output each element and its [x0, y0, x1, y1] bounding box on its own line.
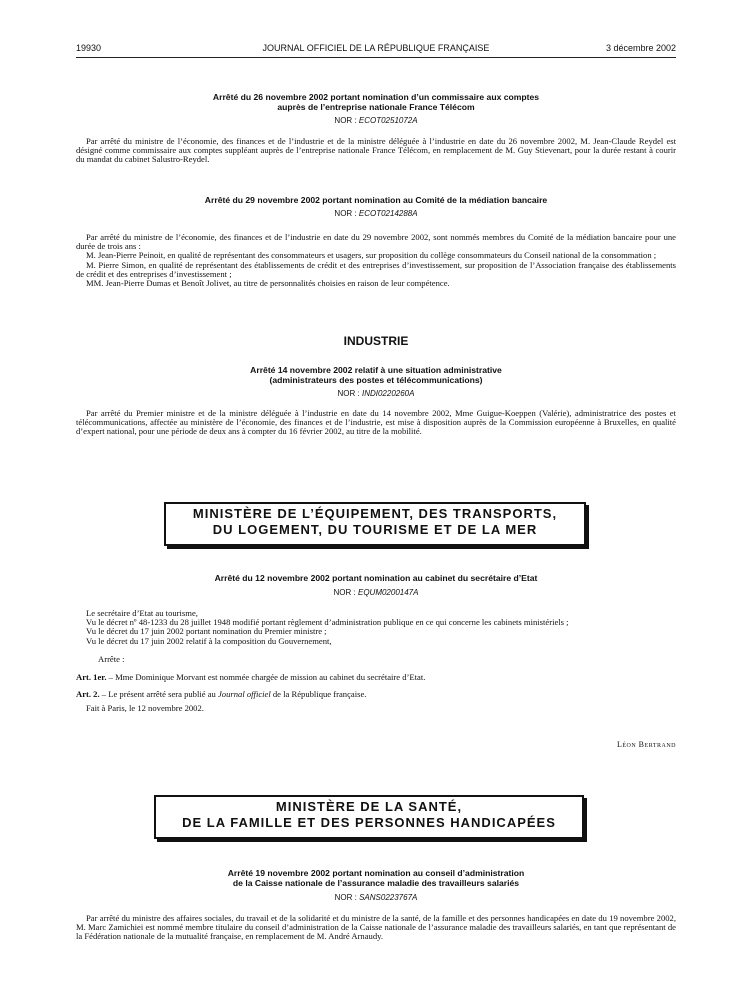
- nor-label: NOR :: [334, 209, 359, 218]
- arrete4-nor: [76, 588, 676, 598]
- page-number: 19930: [76, 43, 102, 53]
- arrete3-paragraph: Par arrêté du Premier ministre et de la ministre déléguée à l’industrie en date du 14 novembre 2002, Mme Guigue-Koeppen (Valérie), administratrice des postes et télécommunications, affectée au ministère de l’économie, des finances et de l’industrie, est mise à disposition auprès de la Commission européenne à Bruxelles, en qualité d’expert national, pour une période de deux ans à compter du 16 février 2002, au titre de la mobilité.: [76, 408, 676, 437]
- arrete3-body: [76, 409, 676, 437]
- arrete3-title: [76, 365, 676, 385]
- arrete1-title: [76, 92, 676, 112]
- arrete4-article-1: [76, 673, 676, 682]
- arrete4-line: Vu le décret du 17 juin 2002 relatif à la composition du Gouvernement,: [86, 635, 332, 646]
- arrete4-fait: Fait à Paris, le 12 novembre 2002.: [86, 703, 204, 714]
- ministry-box-equipement: [164, 502, 586, 546]
- arrete4-line: Vu le décret nº 48-1233 du 28 juillet 1948 modifié portant règlement d’administration publique en ce qui concerne les cabinets ministériels ;: [86, 617, 569, 628]
- arrete2-paragraph: M. Pierre Simon, en qualité de représentant des établissements de crédit et des entreprises d’investissement, sur proposition de l’Association française des établissements de crédit et des entreprises d’investissement ;: [76, 259, 676, 279]
- ministry-box-line2: DU LOGEMENT, DU TOURISME ET DE LA MER: [212, 522, 538, 537]
- arrete5-title: [76, 868, 676, 888]
- nor-label: NOR :: [333, 588, 358, 597]
- arrete1-body: [76, 137, 676, 165]
- arrete3-title-line2: (administrateurs des postes et télécommunications): [269, 375, 483, 385]
- issue-date: 3 décembre 2002: [605, 43, 676, 53]
- ministry-box-line2: DE LA FAMILLE ET DES PERSONNES HANDICAPÉES: [182, 815, 556, 830]
- arrete2-paragraph: MM. Jean-Pierre Dumas et Benoît Jolivet, au titre de personnalités choisies en raison de leur compétence.: [86, 278, 450, 289]
- article-label: Art. 1er.: [76, 672, 107, 683]
- nor-code: SANS0223767A: [359, 893, 418, 902]
- article-text: – Mme Dominique Morvant est nommée chargée de mission au cabinet du secrétaire d’Etat.: [106, 672, 426, 683]
- nor-code: ECOT0251072A: [358, 116, 418, 125]
- arrete4-title: Arrêté du 12 novembre 2002 portant nomination au cabinet du secrétaire d’Etat: [214, 573, 538, 583]
- journal-title: JOURNAL OFFICIEL DE LA RÉPUBLIQUE FRANÇAISE: [262, 43, 490, 53]
- arrete2-body: [76, 233, 676, 288]
- nor-label: NOR :: [334, 893, 360, 902]
- arrete4-line: Vu le décret du 17 juin 2002 portant nomination du Premier ministre ;: [86, 626, 327, 637]
- arrete4-line: Le secrétaire d’Etat au tourisme,: [86, 608, 198, 618]
- nor-code: EQUM0200147A: [357, 588, 419, 597]
- arrete1-title-line2: auprès de l’entreprise nationale France Télécom: [277, 102, 475, 112]
- arrete4-article-2: [76, 690, 676, 699]
- arrete1-title-line1: Arrêté du 26 novembre 2002 portant nomination d’un commissaire aux comptes: [212, 92, 540, 102]
- arrete5-body: [76, 914, 676, 942]
- nor-label: NOR :: [334, 116, 359, 125]
- header-rule: [76, 57, 676, 58]
- ministry-box-line1: MINISTÈRE DE LA SANTÉ,: [275, 799, 463, 814]
- arrete1-nor: [76, 116, 676, 126]
- ministry-box-line1: MINISTÈRE DE L’ÉQUIPEMENT, DES TRANSPORTS,: [192, 506, 558, 521]
- arrete4-arrete: Arrête :: [98, 653, 125, 664]
- arrete5-title-line1: Arrêté 19 novembre 2002 portant nomination au conseil d’administration: [227, 868, 525, 878]
- article-text: – Le présent arrêté sera publié au: [99, 689, 218, 700]
- arrete5-paragraph: Par arrêté du ministre des affaires sociales, du travail et de la solidarité et du ministre de la santé, de la famille et des personnes handicapées en date du 19 novembre 2002, M. Marc Zamichiei est nommé membre titulaire du conseil d’administration de la Caisse nationale de l’assurance maladie des travailleurs salariés, en tant que représentant de la Fédération nationale de la mutualité française, en remplacement de M. André Arnaudy.: [76, 913, 676, 942]
- arrete1-paragraph: Par arrêté du ministre de l’économie, des finances et de l’industrie et de la ministre déléguée à l’industrie en date du 26 novembre 2002, M. Jean-Claude Reydel est désigné comme commissaire aux comptes suppléant auprès de l’entreprise nationale France Télécom, en remplacement de M. Guy Stievenart, pour la durée restant à courir du mandat du cabinet Salustro-Reydel.: [76, 136, 676, 165]
- running-header: [76, 43, 676, 57]
- section-heading-industrie: INDUSTRIE: [343, 334, 409, 348]
- nor-code: INDI0220260A: [361, 389, 415, 398]
- arrete3-nor: [76, 389, 676, 399]
- arrete5-nor: [76, 893, 676, 903]
- nor-label: NOR :: [337, 389, 362, 398]
- arrete2-nor: [76, 209, 676, 219]
- arrete2-paragraph: M. Jean-Pierre Peinoit, en qualité de représentant des consommateurs et usagers, sur proposition du collège consommateurs du Conseil national de la consommation ;: [86, 250, 657, 261]
- journal-name: Journal officiel: [217, 689, 271, 700]
- arrete2-title: Arrêté du 29 novembre 2002 portant nomination au Comité de la médiation bancaire: [204, 195, 548, 205]
- signature: Léon Bertrand: [616, 740, 676, 749]
- arrete2-paragraph: Par arrêté du ministre de l’économie, des finances et de l’industrie en date du 29 novembre 2002, sont nommés membres du Comité de la médiation bancaire pour une durée de trois ans :: [76, 232, 676, 252]
- arrete3-title-line1: Arrêté 14 novembre 2002 relatif à une situation administrative: [250, 365, 502, 375]
- arrete4-body: [76, 609, 676, 714]
- article-label: Art. 2.: [76, 689, 100, 700]
- ministry-box-sante: [154, 795, 584, 839]
- arrete5-title-line2: de la Caisse nationale de l’assurance maladie des travailleurs salariés: [232, 878, 520, 888]
- nor-code: ECOT0214288A: [358, 209, 418, 218]
- article-text: de la République française.: [270, 689, 367, 700]
